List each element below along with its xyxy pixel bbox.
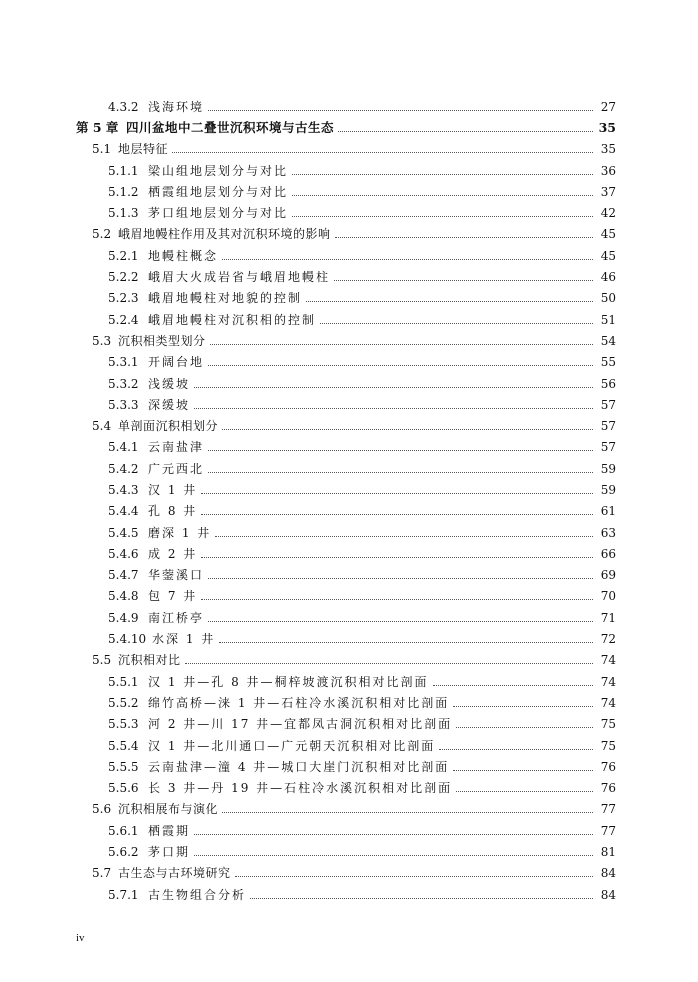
toc-subsection-entry[interactable] [0,714,698,735]
toc-section-entry[interactable] [0,650,698,671]
toc-entry-page: 56 [600,376,616,391]
toc-subsection-entry[interactable] [0,735,698,756]
toc-entry-title: 峨眉地幔柱作用及其对沉积环境的影响 [118,227,331,242]
toc-subsection-entry[interactable] [0,565,698,586]
toc-subsection-entry[interactable] [0,437,698,458]
toc-dot-leader [453,705,593,707]
toc-entry-number: 5.1.1 [108,163,139,178]
toc-dot-leader [292,194,593,196]
toc-entry-number: 5.4 [92,419,112,434]
toc-entry-title: 栖霞期 [148,823,191,838]
toc-entry-number: 5.4.7 [108,568,139,583]
toc-entry-title: 峨眉地幔柱对地貌的控制 [148,291,303,306]
toc-entry-number: 5.5.5 [108,759,139,774]
toc-entry-page: 50 [600,291,616,306]
toc-entry-page: 35 [598,119,616,135]
toc-entry-number: 5.4.6 [108,546,139,561]
toc-entry-title: 云南盐津 [148,440,205,455]
toc-entry-number: 5.5.1 [108,674,139,689]
toc-entry-page: 55 [600,355,616,370]
toc-entry-number: 5.1.3 [108,206,139,221]
toc-entry-number: 5.4.3 [108,482,139,497]
toc-section-entry[interactable] [0,224,698,245]
toc-subsection-entry[interactable] [0,884,698,905]
toc-dot-leader [208,364,593,366]
toc-entry-title: 峨眉地幔柱对沉积相的控制 [148,312,317,327]
toc-entry-page: 42 [600,206,616,221]
toc-dot-leader [208,577,593,579]
table-of-contents [0,96,698,905]
toc-subsection-entry[interactable] [0,543,698,564]
toc-dot-leader [222,428,593,430]
toc-subsection-entry[interactable] [0,671,698,692]
toc-entry-title: 南江桥亭 [148,610,205,625]
toc-entry-number: 5.3.3 [108,397,139,412]
toc-entry-title: 茅口期 [148,845,191,860]
toc-entry-number: 4.3.2 [108,99,139,114]
toc-subsection-entry[interactable] [0,96,698,117]
toc-entry-number: 5.2.4 [108,312,139,327]
toc-entry-title: 茅口组地层划分与对比 [148,206,289,221]
toc-dot-leader [194,386,593,388]
toc-section-entry[interactable] [0,799,698,820]
toc-dot-leader [306,300,593,302]
toc-subsection-entry[interactable] [0,628,698,649]
toc-entry-number: 5.4.4 [108,504,139,519]
toc-entry-page: 71 [600,610,616,625]
toc-entry-page: 74 [600,674,616,689]
toc-dot-leader [292,173,593,175]
toc-entry-title: 汉 1 井—北川通口—广元朝天沉积相对比剖面 [148,738,436,753]
toc-entry-number: 5.1 [92,142,112,157]
toc-dot-leader [250,897,593,899]
toc-subsection-entry[interactable] [0,756,698,777]
toc-dot-leader [208,449,593,451]
toc-dot-leader [334,279,593,281]
toc-entry-page: 84 [600,866,616,881]
toc-dot-leader [194,407,593,409]
toc-chapter-entry[interactable] [0,117,698,138]
toc-entry-title: 汉 1 井—孔 8 井—桐梓坡渡沉积相对比剖面 [148,674,429,689]
toc-subsection-entry[interactable] [0,522,698,543]
toc-dot-leader [201,492,593,494]
toc-dot-leader [185,662,593,664]
toc-dot-leader [210,343,593,345]
toc-dot-leader [335,236,593,238]
toc-entry-title: 包 7 井 [148,589,198,604]
toc-dot-leader [208,620,593,622]
toc-dot-leader [292,215,593,217]
toc-entry-page: 59 [600,461,616,476]
toc-entry-number: 5.2 [92,227,112,242]
toc-subsection-entry[interactable] [0,202,698,223]
toc-dot-leader [222,811,593,813]
toc-dot-leader [235,875,593,877]
toc-subsection-entry[interactable] [0,245,698,266]
toc-entry-number: 第 5 章 [76,119,119,135]
toc-dot-leader [215,535,593,537]
toc-entry-title: 沉积相展布与演化 [118,802,219,817]
toc-entry-number: 5.2.1 [108,248,139,263]
toc-entry-number: 5.5.6 [108,781,139,796]
toc-dot-leader [456,790,593,792]
toc-subsection-entry[interactable] [0,288,698,309]
toc-section-entry[interactable] [0,415,698,436]
toc-subsection-entry[interactable] [0,373,698,394]
toc-dot-leader [208,471,593,473]
toc-dot-leader [194,833,593,835]
toc-entry-page: 76 [600,759,616,774]
toc-entry-title: 磨深 1 井 [148,525,212,540]
toc-dot-leader [172,151,593,153]
toc-subsection-entry[interactable] [0,266,698,287]
toc-subsection-entry[interactable] [0,352,698,373]
toc-dot-leader [201,598,593,600]
toc-entry-title: 深缓坡 [148,397,191,412]
toc-section-entry[interactable] [0,330,698,351]
toc-entry-page: 46 [600,270,616,285]
toc-subsection-entry[interactable] [0,160,698,181]
toc-entry-number: 5.7 [92,866,112,881]
toc-entry-page: 59 [600,482,616,497]
toc-entry-number: 5.6 [92,802,112,817]
toc-dot-leader [201,513,593,515]
toc-entry-number: 5.3.2 [108,376,139,391]
toc-entry-page: 75 [600,717,616,732]
toc-dot-leader [338,130,593,132]
toc-entry-page: 69 [600,568,616,583]
toc-entry-title: 华蓥溪口 [148,568,205,583]
toc-dot-leader [201,556,593,558]
toc-subsection-entry[interactable] [0,181,698,202]
toc-entry-title: 浅海环境 [148,99,205,114]
toc-subsection-entry[interactable] [0,778,698,799]
toc-entry-page: 77 [600,802,616,817]
toc-entry-page: 72 [600,632,616,647]
toc-entry-title: 古生物组合分析 [148,887,247,902]
toc-entry-title: 古生态与古环境研究 [118,866,231,881]
toc-dot-leader [208,109,593,111]
toc-dot-leader [433,684,593,686]
toc-dot-leader [453,769,593,771]
toc-entry-page: 37 [600,184,616,199]
toc-dot-leader [320,322,593,324]
toc-entry-page: 84 [600,887,616,902]
toc-dot-leader [219,641,593,643]
toc-section-entry[interactable] [0,863,698,884]
toc-entry-page: 74 [600,653,616,668]
toc-entry-number: 5.4.5 [108,525,139,540]
toc-subsection-entry[interactable] [0,394,698,415]
toc-entry-title: 峨眉大火成岩省与峨眉地幔柱 [148,270,331,285]
toc-entry-number: 5.2.2 [108,270,139,285]
toc-entry-number: 5.7.1 [108,887,139,902]
toc-entry-page: 63 [600,525,616,540]
toc-subsection-entry[interactable] [0,458,698,479]
toc-entry-page: 77 [600,823,616,838]
toc-dot-leader [222,258,593,260]
toc-entry-title: 栖霞组地层划分与对比 [148,184,289,199]
toc-entry-number: 5.6.1 [108,823,139,838]
toc-entry-page: 61 [600,504,616,519]
toc-subsection-entry[interactable] [0,479,698,500]
toc-entry-title: 河 2 井—川 17 井—宜都凤古洞沉积相对比剖面 [148,717,453,732]
toc-entry-number: 5.4.1 [108,440,139,455]
toc-section-entry[interactable] [0,139,698,160]
toc-entry-page: 70 [600,589,616,604]
toc-entry-page: 51 [600,312,616,327]
toc-entry-page: 35 [600,142,616,157]
toc-entry-page: 45 [600,227,616,242]
toc-entry-title: 水深 1 井 [152,632,216,647]
toc-entry-title: 沉积相类型划分 [118,333,206,348]
toc-entry-title: 单剖面沉积相划分 [118,419,219,434]
toc-entry-title: 开阔台地 [148,355,205,370]
toc-entry-number: 5.3.1 [108,355,139,370]
toc-entry-number: 5.6.2 [108,845,139,860]
toc-entry-page: 57 [600,440,616,455]
toc-entry-page: 74 [600,695,616,710]
toc-entry-title: 四川盆地中二叠世沉积环境与古生态 [126,119,335,135]
toc-entry-page: 66 [600,546,616,561]
toc-entry-number: 5.3 [92,333,112,348]
toc-entry-number: 5.4.2 [108,461,139,476]
toc-entry-page: 27 [600,99,616,114]
toc-subsection-entry[interactable] [0,501,698,522]
toc-entry-number: 5.5.3 [108,717,139,732]
toc-subsection-entry[interactable] [0,586,698,607]
toc-entry-title: 梁山组地层划分与对比 [148,163,289,178]
toc-entry-page: 36 [600,163,616,178]
toc-subsection-entry[interactable] [0,309,698,330]
toc-subsection-entry[interactable] [0,841,698,862]
toc-entry-title: 浅缓坡 [148,376,191,391]
toc-entry-title: 地幔柱概念 [148,248,219,263]
page-number: iv [76,932,85,944]
toc-entry-title: 绵竹高桥—涞 1 井—石柱冷水溪沉积相对比剖面 [148,695,450,710]
toc-subsection-entry[interactable] [0,607,698,628]
toc-entry-title: 云南盐津—潼 4 井—城口大崖门沉积相对比剖面 [148,759,450,774]
toc-dot-leader [456,726,593,728]
toc-entry-number: 5.5.4 [108,738,139,753]
toc-entry-title: 广元西北 [148,461,205,476]
toc-entry-title: 孔 8 井 [148,504,198,519]
toc-entry-number: 5.1.2 [108,184,139,199]
toc-entry-number: 5.2.3 [108,291,139,306]
toc-entry-title: 成 2 井 [148,546,198,561]
toc-dot-leader [439,748,593,750]
toc-subsection-entry[interactable] [0,820,698,841]
toc-subsection-entry[interactable] [0,692,698,713]
toc-entry-title: 沉积相对比 [118,653,181,668]
toc-entry-page: 57 [600,397,616,412]
toc-dot-leader [194,854,593,856]
toc-entry-number: 5.5.2 [108,695,139,710]
toc-entry-page: 54 [600,333,616,348]
toc-entry-number: 5.4.10 [108,632,147,647]
toc-entry-page: 57 [600,419,616,434]
toc-entry-page: 75 [600,738,616,753]
toc-entry-page: 76 [600,781,616,796]
toc-entry-number: 5.4.9 [108,610,139,625]
toc-entry-title: 汉 1 井 [148,482,198,497]
toc-entry-number: 5.5 [92,653,112,668]
toc-entry-title: 长 3 井—丹 19 井—石柱冷水溪沉积相对比剖面 [148,781,453,796]
toc-entry-page: 81 [600,845,616,860]
toc-entry-number: 5.4.8 [108,589,139,604]
toc-entry-title: 地层特征 [118,142,169,157]
toc-entry-page: 45 [600,248,616,263]
